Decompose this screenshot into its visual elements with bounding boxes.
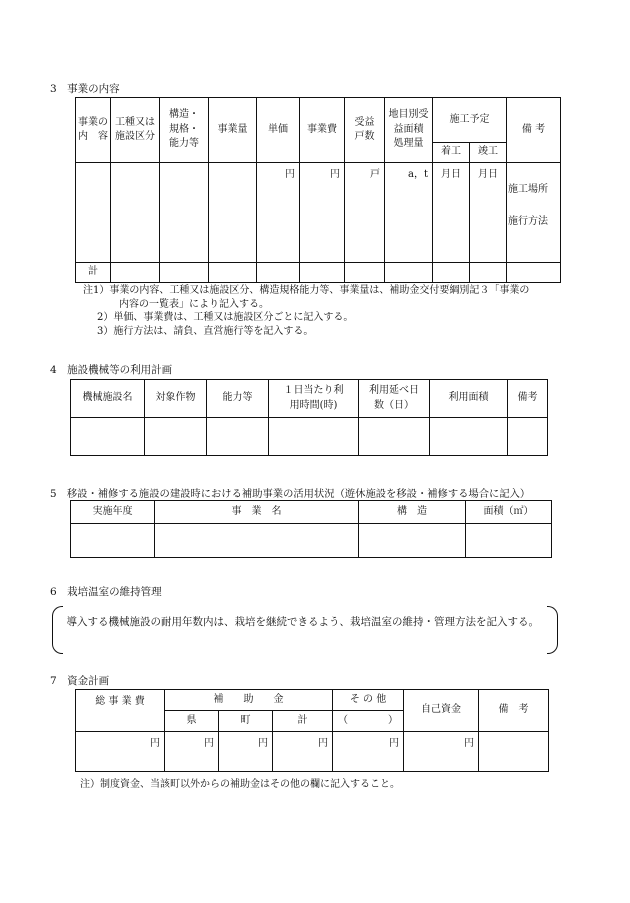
note-1b: 内容の一覧表」により記入する。	[119, 298, 269, 310]
header-total-cost: 総 事 業 費	[76, 690, 165, 732]
cell-pref-yen: 円	[165, 732, 219, 772]
cell-tanka-unit: 円	[257, 163, 300, 263]
data-cell	[269, 418, 359, 456]
header-remarks: 備考	[508, 380, 548, 418]
total-cell	[433, 263, 470, 283]
cell-kozo	[160, 163, 209, 263]
cell-remarks	[479, 732, 549, 772]
header-subtotal: 計	[273, 711, 333, 732]
header-hours: １日当たり利 用時間(時)	[269, 380, 359, 418]
greenhouse-maintenance-text: 導入する機械施設の耐用年数内は、栽培を継続できるよう、栽培温室の維持・管理方法を記入する。	[56, 616, 539, 628]
greenhouse-maintenance-box	[52, 606, 558, 654]
cell-chakko-unit: 月日	[433, 163, 470, 263]
header-chakko: 着工	[433, 143, 470, 163]
total-cell	[209, 263, 257, 283]
data-cell	[71, 524, 155, 558]
header-prefecture: 県	[165, 711, 219, 732]
facility-usage-table	[70, 379, 548, 456]
section7-heading: 7 資金計画	[50, 675, 110, 687]
header-other-paren: （ ）	[333, 711, 404, 732]
data-cell	[359, 418, 430, 456]
cell-other-yen: 円	[333, 732, 404, 772]
total-cell	[257, 263, 300, 283]
header-koshu: 工種又は 施設区分	[111, 98, 160, 163]
cell-own-yen: 円	[404, 732, 479, 772]
header-town: 町	[219, 711, 273, 732]
data-cell	[430, 418, 508, 456]
header-project: 事 業 名	[155, 501, 359, 524]
total-cell	[385, 263, 433, 283]
data-cell	[466, 524, 552, 558]
cell-shunko-unit: 月日	[470, 163, 507, 263]
section5-heading: 5 移設・補修する施設の建設時における補助事業の活用状況（遊休施設を移設・補修する場合に記入）	[50, 488, 531, 500]
total-cell	[160, 263, 209, 283]
cell-subtotal-yen: 円	[273, 732, 333, 772]
note-3: 3）施行方法は、請負、直営施行等を記入する。	[97, 325, 314, 337]
total-cell	[345, 263, 385, 283]
header-subsidy: 補 助 金	[165, 690, 333, 711]
total-cell	[470, 263, 507, 283]
header-tanka: 単価	[257, 98, 300, 163]
section3-notes	[83, 284, 529, 338]
header-capacity: 能力等	[207, 380, 269, 418]
data-cell	[508, 418, 548, 456]
funding-plan-table	[75, 689, 549, 772]
note-1a: 注1）事業の内容、工種又は施設区分、構造規格能力等、事業量は、補助金交付要綱別記３「事業の	[83, 285, 530, 296]
total-cell	[300, 263, 345, 283]
data-cell	[207, 418, 269, 456]
header-jigyoryo: 事業量	[209, 98, 257, 163]
header-own-funds: 自己資金	[404, 690, 479, 732]
section4-heading: 4 施設機械等の利用計画	[50, 364, 173, 376]
relocation-table	[70, 500, 552, 558]
business-content-table	[75, 97, 561, 283]
header-machine: 機械施設名	[71, 380, 145, 418]
header-shunko: 竣工	[470, 143, 507, 163]
cell-juek-unit: 戸	[345, 163, 385, 263]
section3-heading: 3 事業の内容	[50, 83, 120, 95]
header-jigyo: 事業の 内 容	[76, 98, 111, 163]
cell-jigyoryo	[209, 163, 257, 263]
header-chimoku: 地目別受 益面積 処理量	[385, 98, 433, 163]
data-cell	[71, 418, 145, 456]
header-juek: 受益 戸数	[345, 98, 385, 163]
section7-note: 注）制度資金、当該町以外からの補助金はその他の欄に記入すること。	[80, 779, 400, 790]
total-label: 計	[76, 263, 111, 283]
remarks-location: 施工場所	[508, 184, 548, 195]
cell-town-yen: 円	[219, 732, 273, 772]
data-cell	[145, 418, 207, 456]
note-2: 2）単価、事業費は、工種又は施設区分ごとに記入する。	[97, 312, 354, 323]
cell-remarks	[507, 163, 561, 263]
total-cell	[507, 263, 561, 283]
cell-jigyohi-unit: 円	[300, 163, 345, 263]
remarks-method: 施行方法	[508, 215, 548, 227]
header-area: 面積（㎡）	[466, 501, 552, 524]
header-year: 実施年度	[71, 501, 155, 524]
header-sekou: 施工予定	[433, 98, 507, 143]
cell-koshu	[111, 163, 160, 263]
header-other: そ の 他	[333, 690, 404, 711]
cell-jigyo	[76, 163, 111, 263]
header-kozo: 構造・ 規格・ 能力等	[160, 98, 209, 163]
header-area: 利用面積	[430, 380, 508, 418]
cell-total-yen: 円	[76, 732, 165, 772]
data-cell	[155, 524, 359, 558]
header-structure: 構 造	[359, 501, 466, 524]
data-cell	[359, 524, 466, 558]
section6-heading: 6 栽培温室の維持管理	[50, 586, 162, 598]
header-remarks: 備 考	[479, 690, 549, 732]
header-jigyohi: 事業費	[300, 98, 345, 163]
header-days: 利用延べ日 数（日）	[359, 380, 430, 418]
header-biko: 備 考	[507, 98, 561, 163]
header-crop: 対象作物	[145, 380, 207, 418]
total-cell	[111, 263, 160, 283]
cell-chimoku-unit: a，t	[385, 163, 433, 263]
